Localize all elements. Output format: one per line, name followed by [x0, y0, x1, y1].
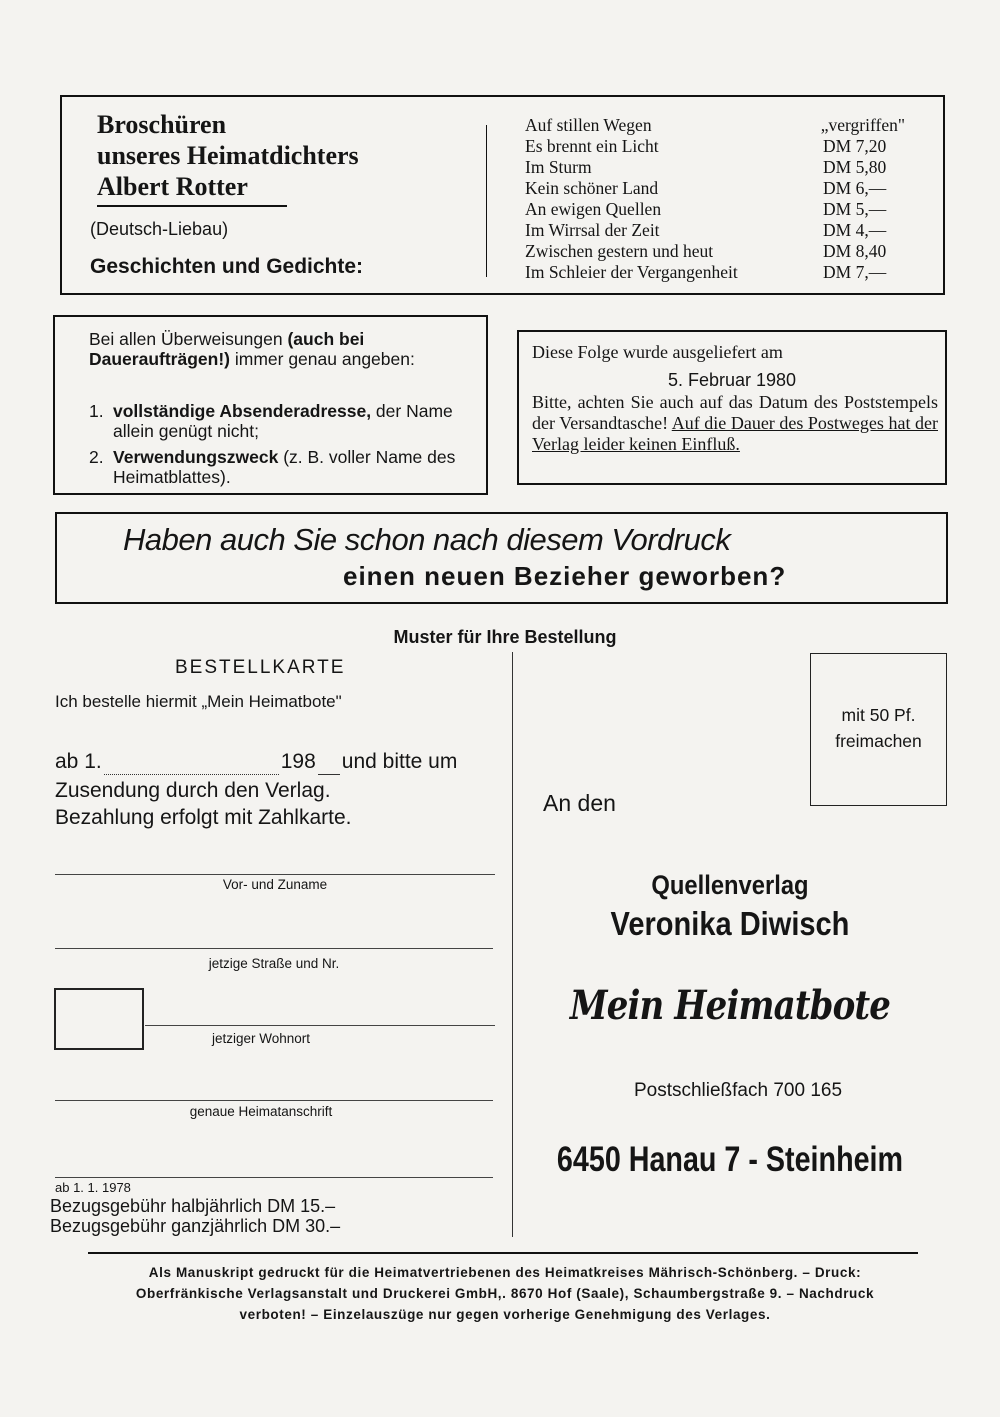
brochures-origin: (Deutsch-Liebau) [90, 219, 229, 239]
book-price: „vergriffen" [820, 115, 905, 135]
start-date-line [55, 750, 457, 775]
publisher-owner: Veronika Diwisch [610, 905, 850, 942]
intro-text: Bei allen Überweisungen [89, 329, 288, 349]
start-date-prefix: ab 1. [55, 750, 102, 773]
book-list [525, 115, 905, 283]
postal-code-box[interactable] [54, 988, 144, 1050]
recipient-prefix: An den [543, 790, 616, 816]
order-line: Ich bestelle hiermit „Mein Heimatbote" [55, 692, 342, 711]
footer-line-1: Als Manuskript gedruckt für die Heimatvertriebenen des Heimatkreises Mährisch-Schönberg. – Druck: [148, 1265, 862, 1280]
book-row [525, 220, 905, 241]
delivery-body [532, 392, 938, 455]
book-price: DM 5,— [823, 199, 887, 219]
name-field-label: Vor- und Zuname [222, 877, 328, 892]
book-price: DM 4,— [823, 220, 887, 240]
book-row [525, 241, 905, 262]
intro-emphasis: (auch bei Daueraufträgen!) [89, 329, 365, 369]
book-title: Zwischen gestern und heut [525, 241, 714, 261]
item-number: 1. [89, 401, 104, 421]
brochures-title-line-1: Broschüren [97, 110, 227, 139]
fee-effective-date: ab 1. 1. 1978 [55, 1180, 131, 1195]
fee-full-year: Bezugsgebühr ganzjährlich DM 30.– [50, 1216, 341, 1236]
book-row [525, 115, 905, 136]
book-title: Es brennt ein Licht [525, 136, 659, 156]
home-address-field[interactable] [55, 1100, 493, 1101]
book-title: An ewigen Quellen [525, 199, 662, 219]
brochures-title [97, 109, 359, 202]
brochures-title-line-3: Albert Rotter [97, 172, 248, 201]
item-number: 2. [89, 447, 104, 467]
fee-half-year: Bezugsgebühr halbjährlich DM 15.– [50, 1196, 336, 1216]
start-year-prefix: 198 [280, 750, 316, 773]
item-text [113, 447, 479, 487]
publisher-name: Quellenverlag [651, 870, 809, 900]
payment-note-box [53, 315, 488, 495]
book-title: Im Schleier der Vergangenheit [525, 262, 738, 282]
item-text [113, 401, 479, 441]
home-address-field-label: genaue Heimatanschrift [189, 1104, 333, 1119]
signature-line[interactable] [55, 1177, 493, 1178]
vertical-divider [486, 125, 487, 277]
order-card-title: BESTELLKARTE [175, 657, 346, 678]
item-rest: der Name allein genügt nicht; [113, 401, 453, 441]
book-price: DM 8,40 [823, 241, 887, 261]
banner-line-1: Haben auch Sie schon nach diesem Vordruck [123, 522, 731, 557]
book-row [525, 178, 905, 199]
item-emphasis: Verwendungszweck [113, 447, 279, 467]
book-row [525, 199, 905, 220]
po-box: Postschließfach 700 165 [633, 1080, 843, 1101]
town-field[interactable] [145, 1025, 495, 1026]
footer-rule [88, 1252, 918, 1254]
start-date-blank[interactable] [104, 750, 279, 775]
delivery-line: Diese Folge wurde ausgeliefert am [532, 342, 783, 362]
address-city: 6450 Hanau 7 - Steinheim [556, 1140, 904, 1179]
banner-line-2: einen neuen Bezieher geworben? [343, 561, 787, 591]
book-price: DM 7,— [823, 262, 887, 282]
delivery-date: 5. Februar 1980 [667, 370, 797, 390]
delivery-body-text: Bitte, achten Sie auch auf das Datum des Poststempels der Versandtasche! [532, 392, 938, 433]
imprint-footer [60, 1262, 950, 1325]
name-field[interactable] [55, 874, 495, 875]
item-rest: (z. B. voller Name des Heimatblattes). [113, 447, 456, 487]
payment-note-item-1 [89, 401, 479, 441]
payment-note-item-2 [89, 447, 479, 487]
footer-line-2: Oberfränkische Verlagsanstalt und Druckerei GmbH,. 8670 Hof (Saale), Schaumbergstraße 9. – Nachdruck [135, 1286, 875, 1301]
street-field[interactable] [55, 948, 493, 949]
publication-logo: Mein Heimatbote [569, 982, 891, 1029]
book-title: Kein schöner Land [525, 178, 659, 198]
delivery-method-line: Zusendung durch den Verlag. [55, 779, 331, 802]
book-title: Im Wirrsal der Zeit [525, 220, 660, 240]
promo-banner [55, 512, 948, 604]
stamp-line-2: freimachen [835, 731, 922, 751]
delivery-notice-box [517, 330, 947, 485]
footer-line-3: verboten! – Einzelauszüge nur gegen vorherige Genehmigung des Verlages. [239, 1307, 771, 1322]
item-emphasis: vollständige Absenderadresse, [113, 401, 372, 421]
payment-note-intro [89, 329, 479, 369]
brochures-title-line-2: unseres Heimatdichters [97, 141, 359, 170]
book-title: Im Sturm [525, 157, 592, 177]
intro-text-end: immer genau angeben: [230, 349, 415, 369]
start-year-blank[interactable] [318, 750, 340, 775]
town-field-label: jetziger Wohnort [211, 1031, 311, 1046]
book-price: DM 6,— [823, 178, 887, 198]
payment-method-line: Bezahlung erfolgt mit Zahlkarte. [55, 806, 352, 829]
brochures-box [60, 95, 945, 295]
street-field-label: jetzige Straße und Nr. [208, 956, 340, 971]
stamp-line-1: mit 50 Pf. [841, 705, 916, 725]
delivery-body-underlined: Auf die Dauer des Postweges hat der Verlag leider keinen Einfluß. [532, 413, 938, 454]
book-title: Auf stillen Wegen [525, 115, 652, 135]
book-row [525, 262, 905, 283]
start-date-suffix: und bitte um [341, 750, 458, 773]
book-price: DM 5,80 [823, 157, 887, 177]
card-divider [512, 652, 513, 1237]
book-row [525, 157, 905, 178]
book-row [525, 136, 905, 157]
title-underline [97, 205, 287, 207]
stamp-box [810, 653, 947, 806]
order-card-heading: Muster für Ihre Bestellung [393, 627, 617, 647]
brochures-subtitle: Geschichten und Gedichte: [90, 255, 364, 278]
book-price: DM 7,20 [823, 136, 887, 156]
